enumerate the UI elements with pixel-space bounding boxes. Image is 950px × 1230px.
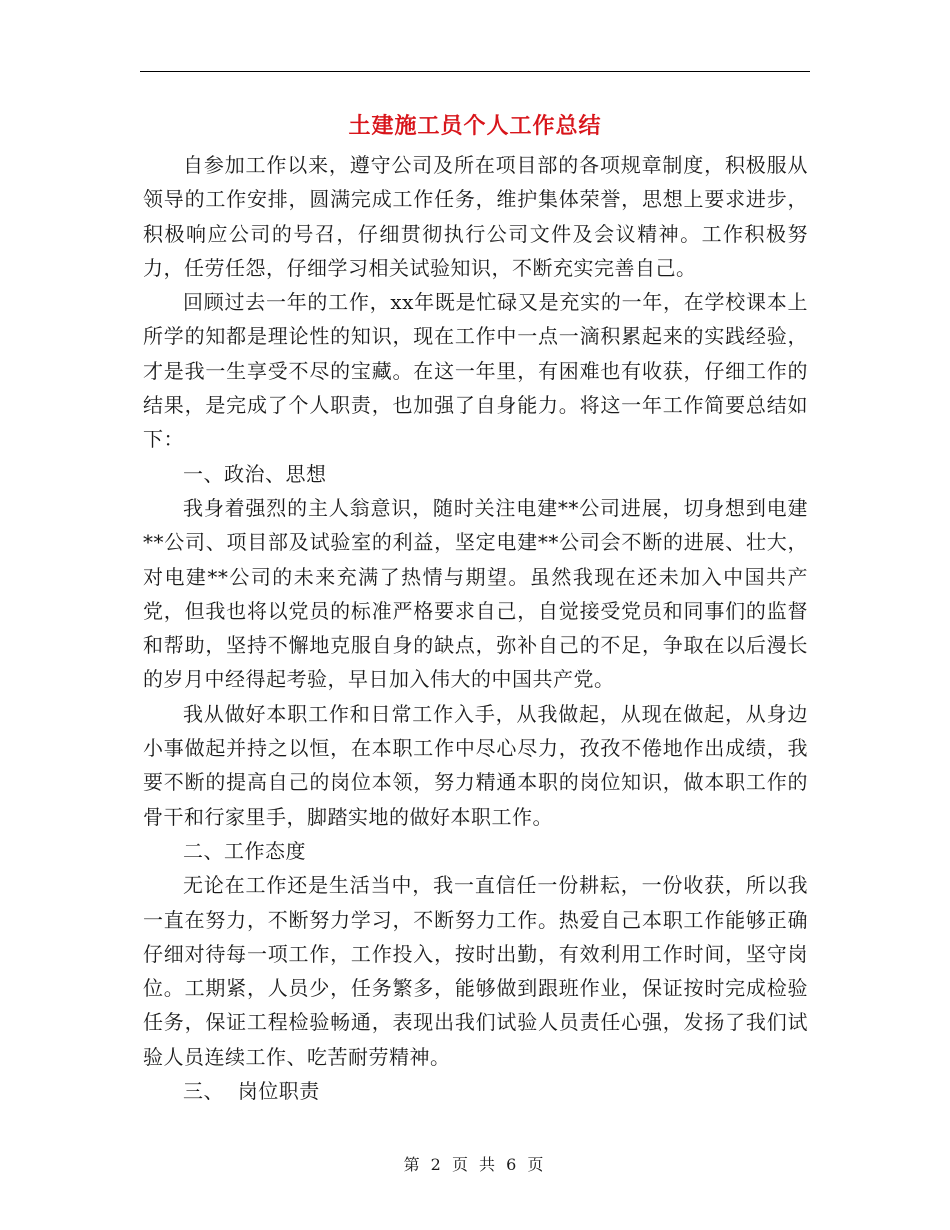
section-heading-politics: 一、政治、思想 xyxy=(183,461,327,486)
paragraph-intro: 自参加工作以来，遵守公司及所在项目部的各项规章制度，积极服从领导的工作安排，圆满完成工作任务，维护集体荣誉，思想上要求进步，积极响应公司的号召，仔细贯彻执行公司文件及会议精神。工作积极努力，任劳任怨，仔细学习相关试验知识，不断充实完善自己。 xyxy=(143,153,808,280)
header-rule xyxy=(140,71,810,72)
paragraph-attitude: 无论在工作还是生活当中，我一直信任一份耕耘，一份收获，所以我一直在努力，不断努力学习，不断努力工作。热爱自己本职工作能够正确仔细对待每一项工作，工作投入，按时出勤，有效利用工作时间，坚守岗位。工期紧，人员少，任务繁多，能够做到跟班作业，保证按时完成检验任务，保证工程检验畅通，表现出我们试验人员责任心强，发扬了我们试验人员连续工作、吃苦耐劳精神。 xyxy=(143,873,808,1069)
paragraph-politics: 我身着强烈的主人翁意识，随时关注电建**公司进展，切身想到电建**公司、项目部及试验室的利益，坚定电建**公司会不断的进展、壮大，对电建**公司的未来充满了热情与期望。虽然我现在还未加入中国共产党，但我也将以党员的标准严格要求自己，自觉接受党员和同事们的监督和帮助，坚持不懈地克服自身的缺点，弥补自己的不足，争取在以后漫长的岁月中经得起考验，早日加入伟大的中国共产党。 xyxy=(143,495,808,692)
paragraph-duty: 我从做好本职工作和日常工作入手，从我做起，从现在做起，从身边小事做起并持之以恒，在本职工作中尽心尽力，孜孜不倦地作出成绩，我要不断的提高自己的岗位本领，努力精通本职的岗位知识，做本职工作的骨干和行家里手，脚踏实地的做好本职工作。 xyxy=(143,701,808,829)
section-heading-attitude: 二、工作态度 xyxy=(183,838,306,863)
document-body xyxy=(143,148,808,1108)
document-title: 土建施工员个人工作总结 xyxy=(348,113,602,139)
page-number: 第 2 页 共 6 页 xyxy=(403,1155,547,1174)
section-heading-responsibilities: 三、 岗位职责 xyxy=(183,1079,320,1104)
paragraph-review: 回顾过去一年的工作，xx年既是忙碌又是充实的一年，在学校课本上所学的知都是理论性的知识，现在工作中一点一滴积累起来的实践经验，才是我一生享受不尽的宝藏。在这一年里，有困难也有收获，仔细工作的结果，是完成了个人职责，也加强了自身能力。将这一年工作简要总结如下： xyxy=(143,290,808,452)
